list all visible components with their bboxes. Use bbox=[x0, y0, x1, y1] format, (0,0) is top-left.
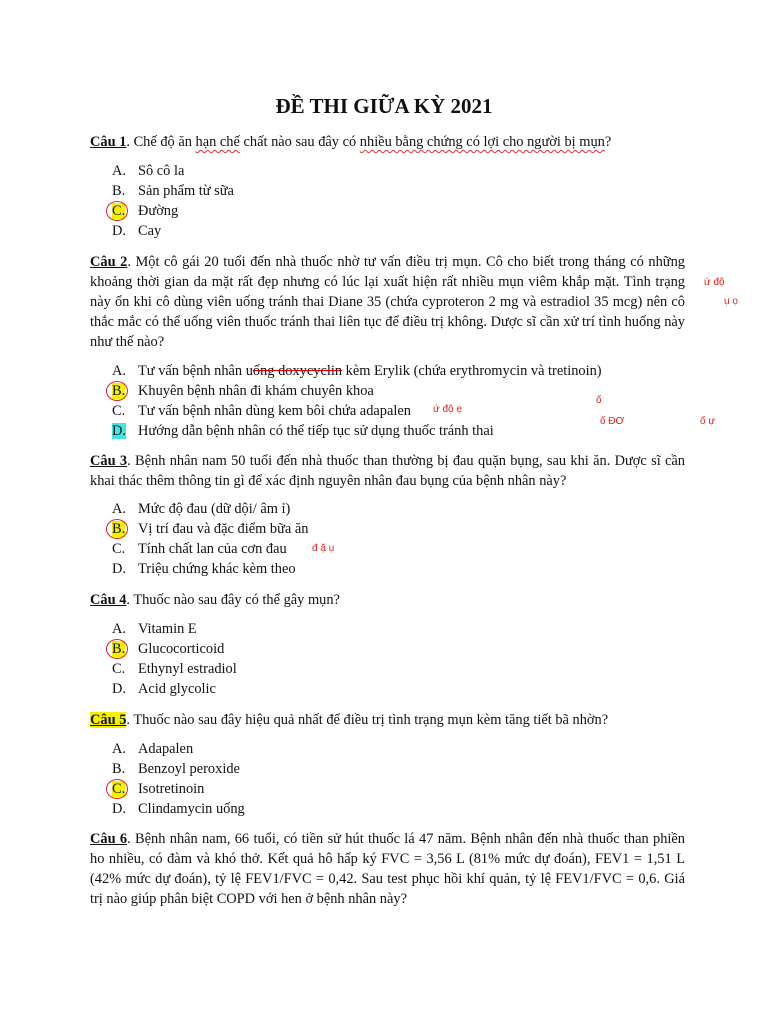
annotation-note: đ ặ ụ bbox=[312, 543, 335, 554]
q3-option-a: A. Mức độ đau (dữ dội/ âm ỉ) bbox=[112, 501, 291, 517]
annotation-note: ứ độ bbox=[704, 277, 725, 288]
question-3-text: . Bệnh nhân nam 50 tuổi đến nhà thuốc than thường bị đau quặn bụng, sau khi ăn. Dược sĩ cần khai thác thêm thông tin gì để xác định nguyên nhân đau bụng của bệnh nhân này? bbox=[90, 453, 685, 489]
question-2-text: . Một cô gái 20 tuổi đến nhà thuốc nhờ tư vấn điều trị mụn. Cô cho biết trong tháng có những khoảng thời gian da mặt rất đẹp nhưng có lúc lại xuất hiện rất nhiều mụn viêm khắp mặt. Tình trạng này ổn khi cô dùng viên uống tránh thai Diane 35 (chứa cyproteron 2 mg và estradiol 35 mcg) nên cô thắc mắc có thể uống viên thuốc tránh thai liên tục để điều trị không. Dược sĩ cần xử trí tình huống này như thế nào? bbox=[90, 254, 685, 350]
q4-option-c: C. Ethynyl estradiol bbox=[112, 661, 237, 677]
question-5-label: Câu 5 bbox=[90, 712, 127, 728]
question-4-label: Câu 4 bbox=[90, 592, 127, 608]
question-1-text-3: ? bbox=[604, 134, 612, 150]
q5-option-a: A. Adapalen bbox=[112, 741, 194, 757]
question-1-text-2: chất nào sau đây có bbox=[239, 134, 360, 150]
q3-option-d: D. Triệu chứng khác kèm theo bbox=[112, 561, 296, 577]
question-6 bbox=[90, 829, 685, 909]
q5-option-b: B. Benzoyl peroxide bbox=[112, 761, 240, 777]
question-5-text: . Thuốc nào sau đây hiệu quả nhất để điều trị tình trạng mụn kèm tăng tiết bã nhờn? bbox=[126, 712, 609, 728]
question-6-text: . Bệnh nhân nam, 66 tuổi, có tiền sử hút thuốc lá 47 năm. Bệnh nhân đến nhà thuốc than phiền ho nhiều, có đàm và khó thở. Kết quả hô hấp ký FVC = 3,56 L (81% mức dự đoán), FEV1 = 1,51 L (42% mức dự đoán), tỷ lệ FEV1/FVC = 0,42. Sau test phục hồi khí quản, tỷ lệ FEV1/FVC = 0,6. Giá trị nào giúp phân biệt COPD với hen ở bệnh nhân này? bbox=[90, 831, 685, 907]
question-4-text: . Thuốc nào sau đây có thể gây mụn? bbox=[126, 592, 340, 608]
answer-circle bbox=[106, 779, 128, 799]
question-2 bbox=[90, 252, 685, 352]
q1-option-c: C. Đường bbox=[112, 201, 178, 221]
answer-circle bbox=[106, 381, 128, 401]
question-1-text-underlined: hạn chế bbox=[195, 134, 240, 150]
question-2-label: Câu 2 bbox=[90, 254, 128, 270]
q2-option-b: B. Khuyên bệnh nhân đi khám chuyên khoa bbox=[112, 381, 374, 401]
q5-option-c: C. Isotretinoin bbox=[112, 779, 204, 799]
question-4 bbox=[90, 590, 685, 610]
q2-option-c: C. Tư vấn bệnh nhân dùng kem bôi chứa adapalen bbox=[112, 403, 411, 419]
q5-option-d: D. Clindamycin uống bbox=[112, 801, 245, 817]
question-5 bbox=[90, 710, 685, 730]
annotation-note: ố ĐƠ bbox=[600, 416, 625, 427]
q2-option-d: D. Hướng dẫn bệnh nhân có thể tiếp tục sử dụng thuốc tránh thai bbox=[112, 423, 494, 439]
q3-option-c: C. Tính chất lan của cơn đau bbox=[112, 541, 287, 557]
answer-circle bbox=[106, 639, 128, 659]
annotation-note: ụ ọ bbox=[724, 296, 738, 307]
question-3 bbox=[90, 451, 685, 491]
question-1 bbox=[90, 132, 685, 152]
q4-option-b: B. Glucocorticoid bbox=[112, 639, 224, 659]
q1-option-b: B. Sản phẩm từ sữa bbox=[112, 183, 234, 199]
q3-option-b: B. Vị trí đau và đặc điểm bữa ăn bbox=[112, 519, 308, 539]
question-1-label: Câu 1 bbox=[90, 134, 127, 150]
question-1-text-underlined-2: nhiều bằng chứng có lợi cho người bị mụn bbox=[359, 134, 605, 150]
question-6-label: Câu 6 bbox=[90, 831, 128, 847]
question-3-label: Câu 3 bbox=[90, 453, 128, 469]
annotation-note: ố ự bbox=[700, 416, 716, 427]
q4-option-a: A. Vitamin E bbox=[112, 621, 197, 637]
question-1-text: . Chế độ ăn bbox=[126, 134, 196, 150]
answer-circle bbox=[106, 519, 128, 539]
q2-option-a: A. Tư vấn bệnh nhân uống doxycyclin kèm Erylik (chứa erythromycin và tretinoin) bbox=[112, 363, 602, 379]
annotation-note: ố bbox=[596, 395, 602, 406]
q1-option-a: A. Sô cô la bbox=[112, 163, 185, 179]
annotation-note: ứ độ ẹ bbox=[433, 404, 462, 415]
q4-option-d: D. Acid glycolic bbox=[112, 681, 216, 697]
page-title: ĐỀ THI GIỮA KỲ 2021 bbox=[275, 94, 493, 118]
q1-option-d: D. Cay bbox=[112, 223, 162, 239]
answer-circle bbox=[106, 201, 128, 221]
